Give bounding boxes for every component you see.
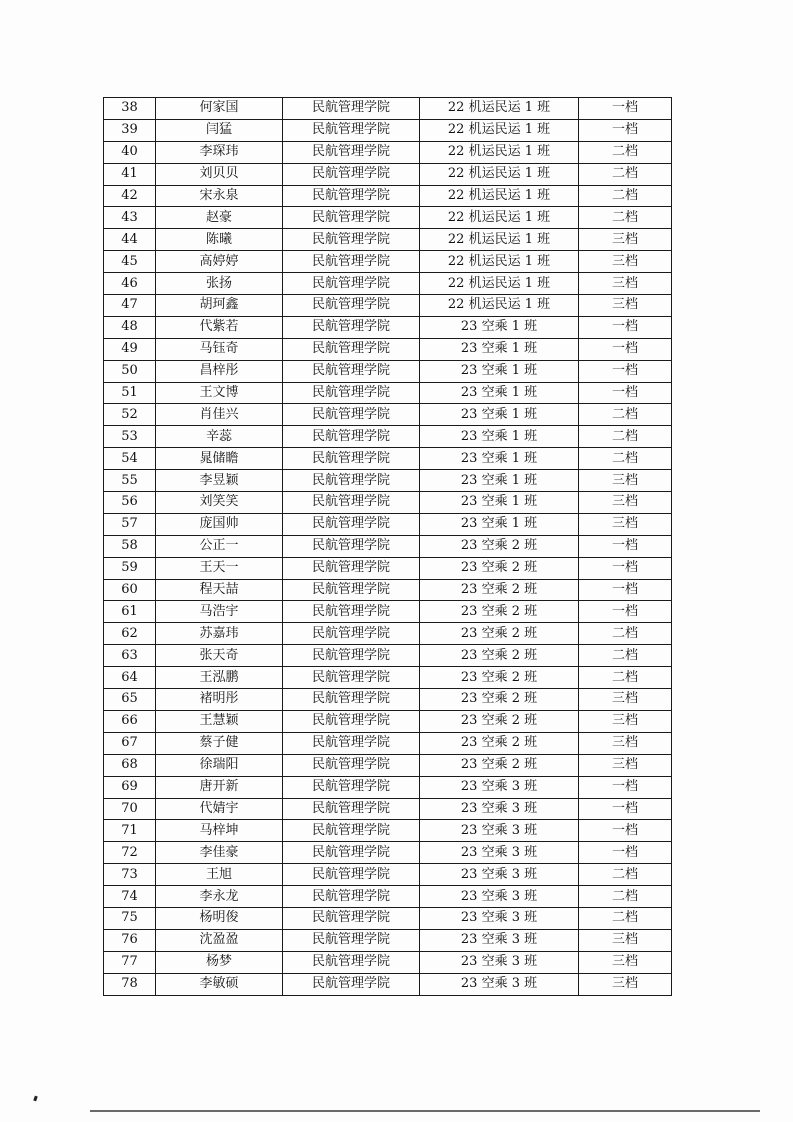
student-name: 李佳豪 <box>156 842 283 864</box>
student-name: 李永龙 <box>156 886 283 908</box>
class-name: 23 空乘 3 班 <box>420 798 579 820</box>
college-name: 民航管理学院 <box>283 273 420 295</box>
table-row <box>104 535 672 557</box>
student-name: 代紫若 <box>156 316 283 338</box>
award-level: 三档 <box>579 492 672 514</box>
college-name: 民航管理学院 <box>283 338 420 360</box>
student-name: 马钰奇 <box>156 338 283 360</box>
award-level: 一档 <box>579 338 672 360</box>
row-number: 45 <box>104 251 156 273</box>
student-name: 李琛玮 <box>156 141 283 163</box>
row-number: 48 <box>104 316 156 338</box>
class-name: 23 空乘 1 班 <box>420 404 579 426</box>
student-name: 马浩宇 <box>156 601 283 623</box>
award-level: 一档 <box>579 316 672 338</box>
table-row <box>104 273 672 295</box>
class-name: 22 机运民运 1 班 <box>420 119 579 141</box>
award-level: 三档 <box>579 710 672 732</box>
college-name: 民航管理学院 <box>283 229 420 251</box>
student-name: 刘贝贝 <box>156 163 283 185</box>
class-name: 23 空乘 1 班 <box>420 382 579 404</box>
award-level: 三档 <box>579 513 672 535</box>
row-number: 69 <box>104 776 156 798</box>
table-row <box>104 820 672 842</box>
class-name: 22 机运民运 1 班 <box>420 141 579 163</box>
row-number: 68 <box>104 754 156 776</box>
table-row <box>104 601 672 623</box>
award-level: 二档 <box>579 667 672 689</box>
award-level: 二档 <box>579 163 672 185</box>
row-number: 67 <box>104 732 156 754</box>
award-level: 三档 <box>579 951 672 973</box>
college-name: 民航管理学院 <box>283 557 420 579</box>
student-name: 昌梓彤 <box>156 360 283 382</box>
student-name: 王天一 <box>156 557 283 579</box>
college-name: 民航管理学院 <box>283 316 420 338</box>
class-name: 23 空乘 1 班 <box>420 426 579 448</box>
student-name: 王泓鹏 <box>156 667 283 689</box>
row-number: 55 <box>104 470 156 492</box>
table-row <box>104 207 672 229</box>
student-name: 王旭 <box>156 864 283 886</box>
row-number: 65 <box>104 689 156 711</box>
class-name: 23 空乘 2 班 <box>420 667 579 689</box>
row-number: 58 <box>104 535 156 557</box>
table-row <box>104 119 672 141</box>
class-name: 22 机运民运 1 班 <box>420 163 579 185</box>
row-number: 74 <box>104 886 156 908</box>
student-name: 晁储瞻 <box>156 448 283 470</box>
scholarship-roster-table <box>103 97 672 996</box>
college-name: 民航管理学院 <box>283 907 420 929</box>
college-name: 民航管理学院 <box>283 798 420 820</box>
table-row <box>104 404 672 426</box>
table-row <box>104 185 672 207</box>
row-number: 56 <box>104 492 156 514</box>
class-name: 23 空乘 2 班 <box>420 579 579 601</box>
table-row <box>104 141 672 163</box>
college-name: 民航管理学院 <box>283 98 420 120</box>
table-row <box>104 798 672 820</box>
row-number: 39 <box>104 119 156 141</box>
student-name: 褚明彤 <box>156 689 283 711</box>
student-name: 刘笑笑 <box>156 492 283 514</box>
award-level: 三档 <box>579 470 672 492</box>
class-name: 23 空乘 2 班 <box>420 689 579 711</box>
student-name: 高婷婷 <box>156 251 283 273</box>
class-name: 22 机运民运 1 班 <box>420 295 579 317</box>
student-name: 杨明俊 <box>156 907 283 929</box>
college-name: 民航管理学院 <box>283 426 420 448</box>
table-row <box>104 732 672 754</box>
award-level: 二档 <box>579 907 672 929</box>
row-number: 51 <box>104 382 156 404</box>
class-name: 23 空乘 3 班 <box>420 842 579 864</box>
table-row <box>104 513 672 535</box>
college-name: 民航管理学院 <box>283 951 420 973</box>
row-number: 61 <box>104 601 156 623</box>
award-level: 三档 <box>579 689 672 711</box>
student-name: 蔡子健 <box>156 732 283 754</box>
college-name: 民航管理学院 <box>283 535 420 557</box>
table-row <box>104 492 672 514</box>
table-row <box>104 579 672 601</box>
table-row <box>104 295 672 317</box>
award-level: 一档 <box>579 557 672 579</box>
award-level: 一档 <box>579 776 672 798</box>
row-number: 71 <box>104 820 156 842</box>
table-row <box>104 645 672 667</box>
table-row <box>104 689 672 711</box>
student-name: 王文博 <box>156 382 283 404</box>
class-name: 22 机运民运 1 班 <box>420 229 579 251</box>
table-row <box>104 316 672 338</box>
row-number: 72 <box>104 842 156 864</box>
table-row <box>104 929 672 951</box>
award-level: 二档 <box>579 886 672 908</box>
table-row <box>104 623 672 645</box>
award-level: 二档 <box>579 448 672 470</box>
class-name: 23 空乘 1 班 <box>420 316 579 338</box>
student-name: 王慧颖 <box>156 710 283 732</box>
row-number: 42 <box>104 185 156 207</box>
table-row <box>104 864 672 886</box>
college-name: 民航管理学院 <box>283 251 420 273</box>
row-number: 66 <box>104 710 156 732</box>
college-name: 民航管理学院 <box>283 623 420 645</box>
award-level: 二档 <box>579 141 672 163</box>
college-name: 民航管理学院 <box>283 141 420 163</box>
table-row <box>104 382 672 404</box>
table-row <box>104 426 672 448</box>
college-name: 民航管理学院 <box>283 185 420 207</box>
table-row <box>104 163 672 185</box>
college-name: 民航管理学院 <box>283 864 420 886</box>
award-level: 三档 <box>579 732 672 754</box>
row-number: 77 <box>104 951 156 973</box>
table-row <box>104 360 672 382</box>
student-name: 辛蕊 <box>156 426 283 448</box>
college-name: 民航管理学院 <box>283 754 420 776</box>
award-level: 三档 <box>579 754 672 776</box>
class-name: 23 空乘 2 班 <box>420 535 579 557</box>
class-name: 22 机运民运 1 班 <box>420 98 579 120</box>
college-name: 民航管理学院 <box>283 579 420 601</box>
class-name: 23 空乘 1 班 <box>420 492 579 514</box>
college-name: 民航管理学院 <box>283 732 420 754</box>
college-name: 民航管理学院 <box>283 295 420 317</box>
class-name: 22 机运民运 1 班 <box>420 207 579 229</box>
row-number: 44 <box>104 229 156 251</box>
class-name: 23 空乘 2 班 <box>420 557 579 579</box>
award-level: 一档 <box>579 119 672 141</box>
class-name: 23 空乘 3 班 <box>420 776 579 798</box>
award-level: 二档 <box>579 404 672 426</box>
class-name: 23 空乘 3 班 <box>420 929 579 951</box>
table-row <box>104 754 672 776</box>
class-name: 23 空乘 2 班 <box>420 754 579 776</box>
scan-speck <box>33 1096 38 1102</box>
award-level: 一档 <box>579 842 672 864</box>
college-name: 民航管理学院 <box>283 448 420 470</box>
student-name: 胡珂鑫 <box>156 295 283 317</box>
row-number: 49 <box>104 338 156 360</box>
table-row <box>104 251 672 273</box>
row-number: 73 <box>104 864 156 886</box>
row-number: 57 <box>104 513 156 535</box>
student-name: 公正一 <box>156 535 283 557</box>
student-name: 闫猛 <box>156 119 283 141</box>
row-number: 52 <box>104 404 156 426</box>
award-level: 三档 <box>579 973 672 995</box>
award-level: 二档 <box>579 207 672 229</box>
table-row <box>104 98 672 120</box>
row-number: 62 <box>104 623 156 645</box>
table-row <box>104 667 672 689</box>
award-level: 一档 <box>579 535 672 557</box>
student-name: 庞国帅 <box>156 513 283 535</box>
row-number: 76 <box>104 929 156 951</box>
row-number: 41 <box>104 163 156 185</box>
award-level: 一档 <box>579 579 672 601</box>
award-level: 一档 <box>579 98 672 120</box>
table-row <box>104 951 672 973</box>
student-name: 张扬 <box>156 273 283 295</box>
award-level: 一档 <box>579 382 672 404</box>
class-name: 23 空乘 2 班 <box>420 710 579 732</box>
table-row <box>104 973 672 995</box>
college-name: 民航管理学院 <box>283 207 420 229</box>
college-name: 民航管理学院 <box>283 119 420 141</box>
award-level: 二档 <box>579 864 672 886</box>
page-bottom-rule <box>90 1110 760 1112</box>
row-number: 59 <box>104 557 156 579</box>
college-name: 民航管理学院 <box>283 163 420 185</box>
college-name: 民航管理学院 <box>283 645 420 667</box>
class-name: 23 空乘 1 班 <box>420 360 579 382</box>
student-name: 杨梦 <box>156 951 283 973</box>
row-number: 38 <box>104 98 156 120</box>
class-name: 23 空乘 3 班 <box>420 886 579 908</box>
row-number: 43 <box>104 207 156 229</box>
class-name: 23 空乘 2 班 <box>420 645 579 667</box>
student-name: 李昱颖 <box>156 470 283 492</box>
class-name: 23 空乘 3 班 <box>420 951 579 973</box>
row-number: 64 <box>104 667 156 689</box>
college-name: 民航管理学院 <box>283 513 420 535</box>
table-row <box>104 338 672 360</box>
student-name: 苏嘉玮 <box>156 623 283 645</box>
table-row <box>104 907 672 929</box>
row-number: 53 <box>104 426 156 448</box>
student-name: 代婧宇 <box>156 798 283 820</box>
row-number: 47 <box>104 295 156 317</box>
table-row <box>104 842 672 864</box>
college-name: 民航管理学院 <box>283 492 420 514</box>
class-name: 23 空乘 2 班 <box>420 732 579 754</box>
row-number: 40 <box>104 141 156 163</box>
college-name: 民航管理学院 <box>283 382 420 404</box>
row-number: 75 <box>104 907 156 929</box>
award-level: 二档 <box>579 645 672 667</box>
class-name: 22 机运民运 1 班 <box>420 273 579 295</box>
table-row <box>104 886 672 908</box>
row-number: 78 <box>104 973 156 995</box>
student-name: 陈曦 <box>156 229 283 251</box>
award-level: 一档 <box>579 820 672 842</box>
college-name: 民航管理学院 <box>283 973 420 995</box>
student-name: 何家国 <box>156 98 283 120</box>
award-level: 三档 <box>579 229 672 251</box>
row-number: 60 <box>104 579 156 601</box>
award-level: 二档 <box>579 623 672 645</box>
student-name: 赵豪 <box>156 207 283 229</box>
table-row <box>104 776 672 798</box>
class-name: 23 空乘 3 班 <box>420 973 579 995</box>
class-name: 23 空乘 3 班 <box>420 864 579 886</box>
college-name: 民航管理学院 <box>283 601 420 623</box>
award-level: 三档 <box>579 929 672 951</box>
table-row <box>104 557 672 579</box>
college-name: 民航管理学院 <box>283 886 420 908</box>
class-name: 23 空乘 1 班 <box>420 513 579 535</box>
award-level: 一档 <box>579 360 672 382</box>
award-level: 二档 <box>579 185 672 207</box>
student-name: 张天奇 <box>156 645 283 667</box>
student-name: 沈盈盈 <box>156 929 283 951</box>
college-name: 民航管理学院 <box>283 470 420 492</box>
award-level: 一档 <box>579 798 672 820</box>
student-name: 唐开新 <box>156 776 283 798</box>
class-name: 23 空乘 1 班 <box>420 470 579 492</box>
student-name: 徐瑞阳 <box>156 754 283 776</box>
student-name: 程天喆 <box>156 579 283 601</box>
class-name: 22 机运民运 1 班 <box>420 251 579 273</box>
class-name: 23 空乘 3 班 <box>420 907 579 929</box>
college-name: 民航管理学院 <box>283 820 420 842</box>
class-name: 23 空乘 1 班 <box>420 448 579 470</box>
table-row <box>104 470 672 492</box>
college-name: 民航管理学院 <box>283 689 420 711</box>
student-name: 肖佳兴 <box>156 404 283 426</box>
class-name: 23 空乘 1 班 <box>420 338 579 360</box>
student-name: 李敏硕 <box>156 973 283 995</box>
college-name: 民航管理学院 <box>283 667 420 689</box>
table-row <box>104 448 672 470</box>
college-name: 民航管理学院 <box>283 929 420 951</box>
college-name: 民航管理学院 <box>283 842 420 864</box>
row-number: 50 <box>104 360 156 382</box>
college-name: 民航管理学院 <box>283 710 420 732</box>
class-name: 22 机运民运 1 班 <box>420 185 579 207</box>
table-row <box>104 710 672 732</box>
row-number: 63 <box>104 645 156 667</box>
class-name: 23 空乘 2 班 <box>420 601 579 623</box>
row-number: 70 <box>104 798 156 820</box>
roster-table-body <box>104 98 672 996</box>
row-number: 46 <box>104 273 156 295</box>
table-row <box>104 229 672 251</box>
student-name: 宋永泉 <box>156 185 283 207</box>
college-name: 民航管理学院 <box>283 404 420 426</box>
award-level: 一档 <box>579 601 672 623</box>
college-name: 民航管理学院 <box>283 776 420 798</box>
class-name: 23 空乘 2 班 <box>420 623 579 645</box>
award-level: 三档 <box>579 273 672 295</box>
award-level: 三档 <box>579 251 672 273</box>
student-name: 马梓坤 <box>156 820 283 842</box>
award-level: 三档 <box>579 295 672 317</box>
row-number: 54 <box>104 448 156 470</box>
class-name: 23 空乘 3 班 <box>420 820 579 842</box>
award-level: 二档 <box>579 426 672 448</box>
college-name: 民航管理学院 <box>283 360 420 382</box>
